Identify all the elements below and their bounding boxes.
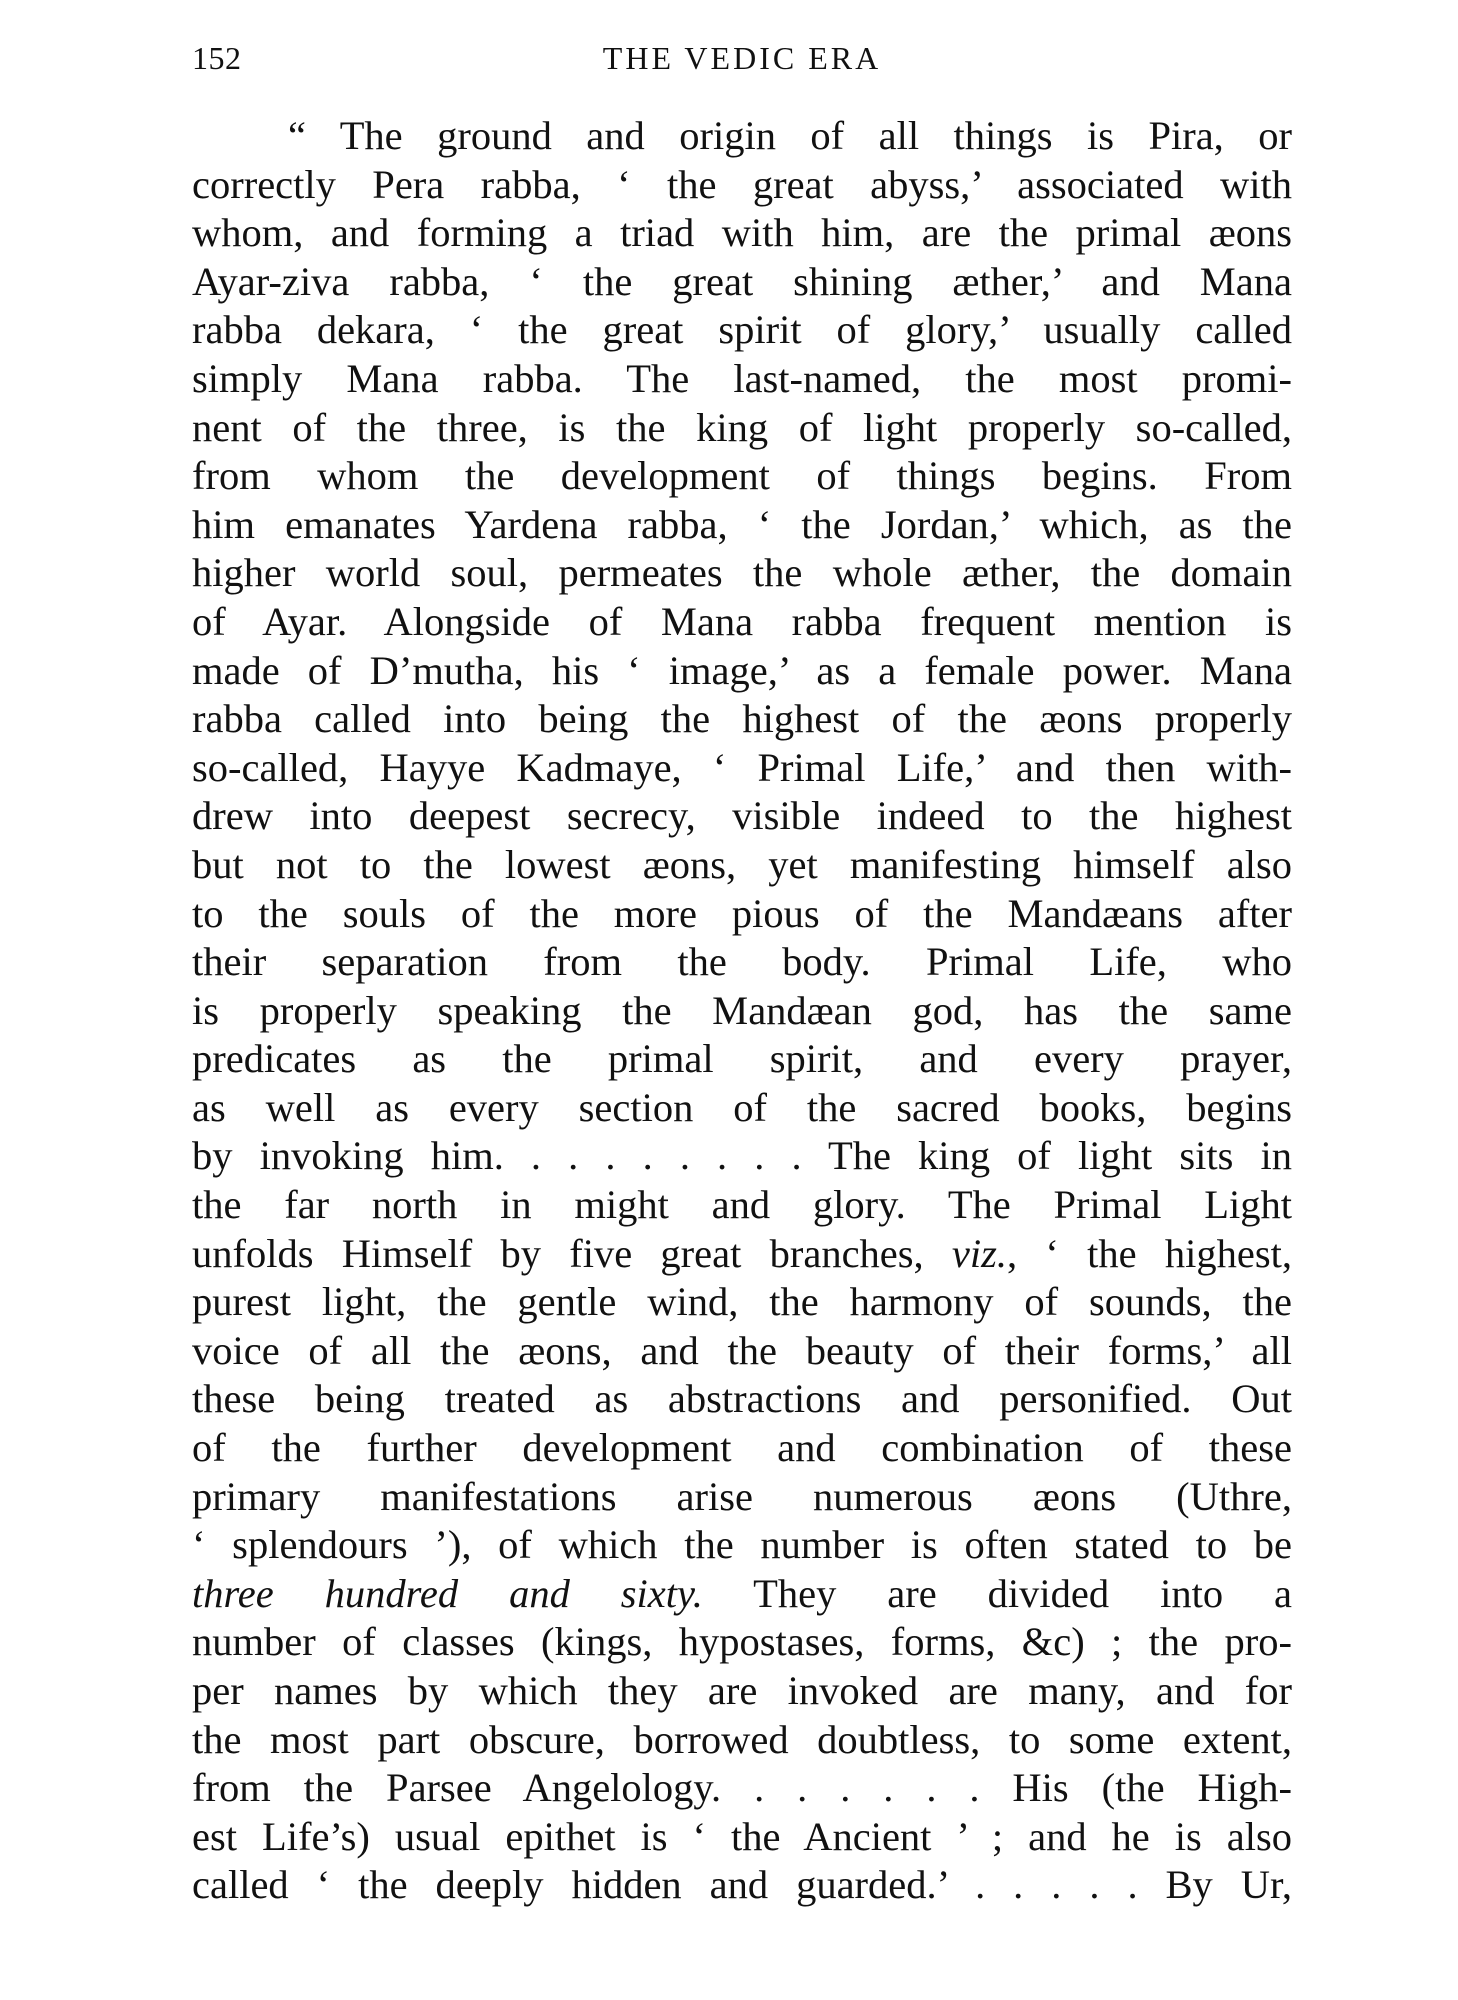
text-line: is properly speaking the Mandæan god, has the same — [192, 987, 1292, 1033]
text-line: predicates as the primal spirit, and every prayer, — [192, 1036, 1292, 1082]
text-line-with-italic: three hundred and sixty. They are divided into a — [192, 1570, 1292, 1616]
text-line-with-italic: unfolds Himself by five great branches, viz., ‘ the highest, — [192, 1230, 1292, 1276]
page-header — [192, 40, 1292, 90]
text-line: their separation from the body. Primal Life, who — [192, 939, 1292, 985]
text-line: simply Mana rabba. The last-named, the most promi- — [192, 355, 1292, 401]
text-line: nent of the three, is the king of light properly so-called, — [192, 404, 1292, 450]
text-line: so-called, Hayye Kadmaye, ‘ Primal Life,’ and then with- — [192, 744, 1292, 790]
text-line: est Life’s) usual epithet is ‘ the Ancient ’ ; and he is also — [192, 1813, 1292, 1859]
text-line: to the souls of the more pious of the Mandæans after — [192, 890, 1292, 936]
text-line: by invoking him. . . . . . . . . The king of light sits in — [192, 1133, 1292, 1179]
text-line: called ‘ the deeply hidden and guarded.’ . . . . . By Ur, — [192, 1862, 1292, 1908]
running-head: THE VEDIC ERA — [602, 40, 882, 76]
text-line: “ The ground and origin of all things is Pira, or — [288, 113, 1292, 158]
text-line: from the Parsee Angelology. . . . . . . His (the High- — [192, 1765, 1292, 1811]
text-line: Ayar-ziva rabba, ‘ the great shining æther,’ and Mana — [192, 258, 1292, 304]
page-number: 152 — [192, 40, 242, 76]
text-line: higher world soul, permeates the whole æther, the domain — [192, 550, 1292, 596]
text-line: voice of all the æons, and the beauty of their forms,’ all — [192, 1327, 1292, 1373]
text-line: whom, and forming a triad with him, are the primal æons — [192, 210, 1292, 256]
text-line: him emanates Yardena rabba, ‘ the Jordan,’ which, as the — [192, 501, 1292, 547]
text-line: primary manifestations arise numerous æons (Uthre, — [192, 1473, 1292, 1519]
text-line: but not to the lowest æons, yet manifesting himself also — [192, 841, 1292, 887]
text-line: the most part obscure, borrowed doubtless, to some extent, — [192, 1716, 1292, 1762]
text-line: from whom the development of things begins. From — [192, 453, 1292, 499]
text-line: as well as every section of the sacred books, begins — [192, 1084, 1292, 1130]
text-line: of Ayar. Alongside of Mana rabba frequent mention is — [192, 598, 1292, 644]
text-line: purest light, the gentle wind, the harmony of sounds, the — [192, 1279, 1292, 1325]
text-line: these being treated as abstractions and personified. Out — [192, 1376, 1292, 1422]
text-line: correctly Pera rabba, ‘ the great abyss,’ associated with — [192, 161, 1292, 207]
text-line: rabba dekara, ‘ the great spirit of glory,’ usually called — [192, 307, 1292, 353]
body-paragraph — [192, 112, 1292, 1910]
text-line: of the further development and combination of these — [192, 1425, 1292, 1471]
text-line: number of classes (kings, hypostases, forms, &c) ; the pro- — [192, 1619, 1292, 1665]
text-line: per names by which they are invoked are many, and for — [192, 1668, 1292, 1713]
text-line: ‘ splendours ’), of which the number is often stated to be — [192, 1522, 1292, 1568]
text-line: made of D’mutha, his ‘ image,’ as a female power. Mana — [192, 647, 1292, 693]
text-line: the far north in might and glory. The Primal Light — [192, 1182, 1292, 1228]
italic-phrase: three hundred and sixty. — [192, 1570, 703, 1616]
text-line: drew into deepest secrecy, visible indeed to the highest — [192, 793, 1292, 839]
text-line: rabba called into being the highest of the æons properly — [192, 696, 1292, 742]
italic-phrase: viz. — [951, 1230, 1008, 1276]
